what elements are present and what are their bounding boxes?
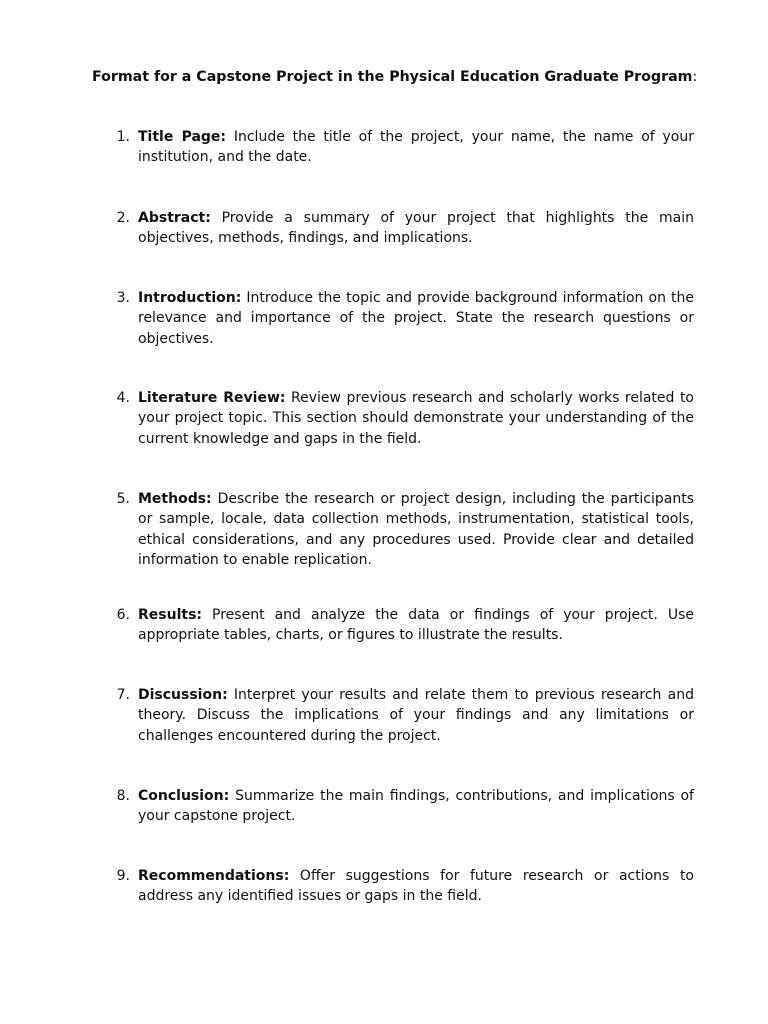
section-text: Introduce the topic and provide background information on the relevance and importance of the project. State the research questions or objectives.	[138, 290, 694, 347]
section-heading: Introduction:	[138, 290, 242, 306]
section-heading: Literature Review:	[138, 390, 286, 406]
document-title-text: Format for a Capstone Project in the Physical Education Graduate Program	[92, 69, 693, 85]
section-heading: Title Page:	[138, 129, 227, 145]
section-text: Summarize the main findings, contributions, and implications of your capstone project.	[138, 788, 694, 825]
section-body	[138, 127, 694, 168]
section-heading: Methods:	[138, 491, 212, 507]
document-title-colon: :	[692, 69, 698, 85]
section-text: Describe the research or project design, including the participants or sample, locale, data collection methods, instrumentation, statistical tools, ethical considerations, and any procedures used. Provide clear and detailed information to enable replication.	[138, 491, 694, 568]
section-body	[138, 685, 694, 746]
document-title	[92, 66, 732, 88]
section-number: 8.	[116, 788, 130, 804]
section-number: 5.	[116, 491, 130, 507]
section-number: 1.	[116, 129, 130, 145]
section-body	[138, 866, 694, 907]
section-number: 9.	[116, 868, 130, 884]
section-heading: Abstract:	[138, 210, 211, 226]
section-body	[138, 605, 694, 646]
section-heading: Discussion:	[138, 687, 228, 703]
section-number: 3.	[116, 290, 130, 306]
section-heading: Results:	[138, 607, 202, 623]
section-text: Review previous research and scholarly works related to your project topic. This section should demonstrate your understanding of the current knowledge and gaps in the field.	[138, 390, 694, 447]
section-text: Present and analyze the data or findings of your project. Use appropriate tables, charts, or figures to illustrate the results.	[138, 607, 694, 644]
section-text: Offer suggestions for future research or actions to address any identified issues or gaps in the field.	[138, 868, 694, 905]
section-number: 7.	[116, 687, 130, 703]
section-heading: Recommendations:	[138, 868, 290, 884]
section-number: 4.	[116, 390, 130, 406]
section-text: Provide a summary of your project that highlights the main objectives, methods, findings, and implications.	[138, 210, 694, 247]
section-text: Include the title of the project, your name, the name of your institution, and the date.	[138, 129, 694, 166]
section-number: 2.	[116, 210, 130, 226]
section-number: 6.	[116, 607, 130, 623]
section-body	[138, 489, 694, 570]
section-body	[138, 388, 694, 449]
section-body	[138, 288, 694, 349]
section-heading: Conclusion:	[138, 788, 230, 804]
section-text: Interpret your results and relate them to previous research and theory. Discuss the implications of your findings and any limitations or challenges encountered during the project.	[138, 687, 694, 744]
section-body	[138, 208, 694, 249]
section-body	[138, 786, 694, 827]
